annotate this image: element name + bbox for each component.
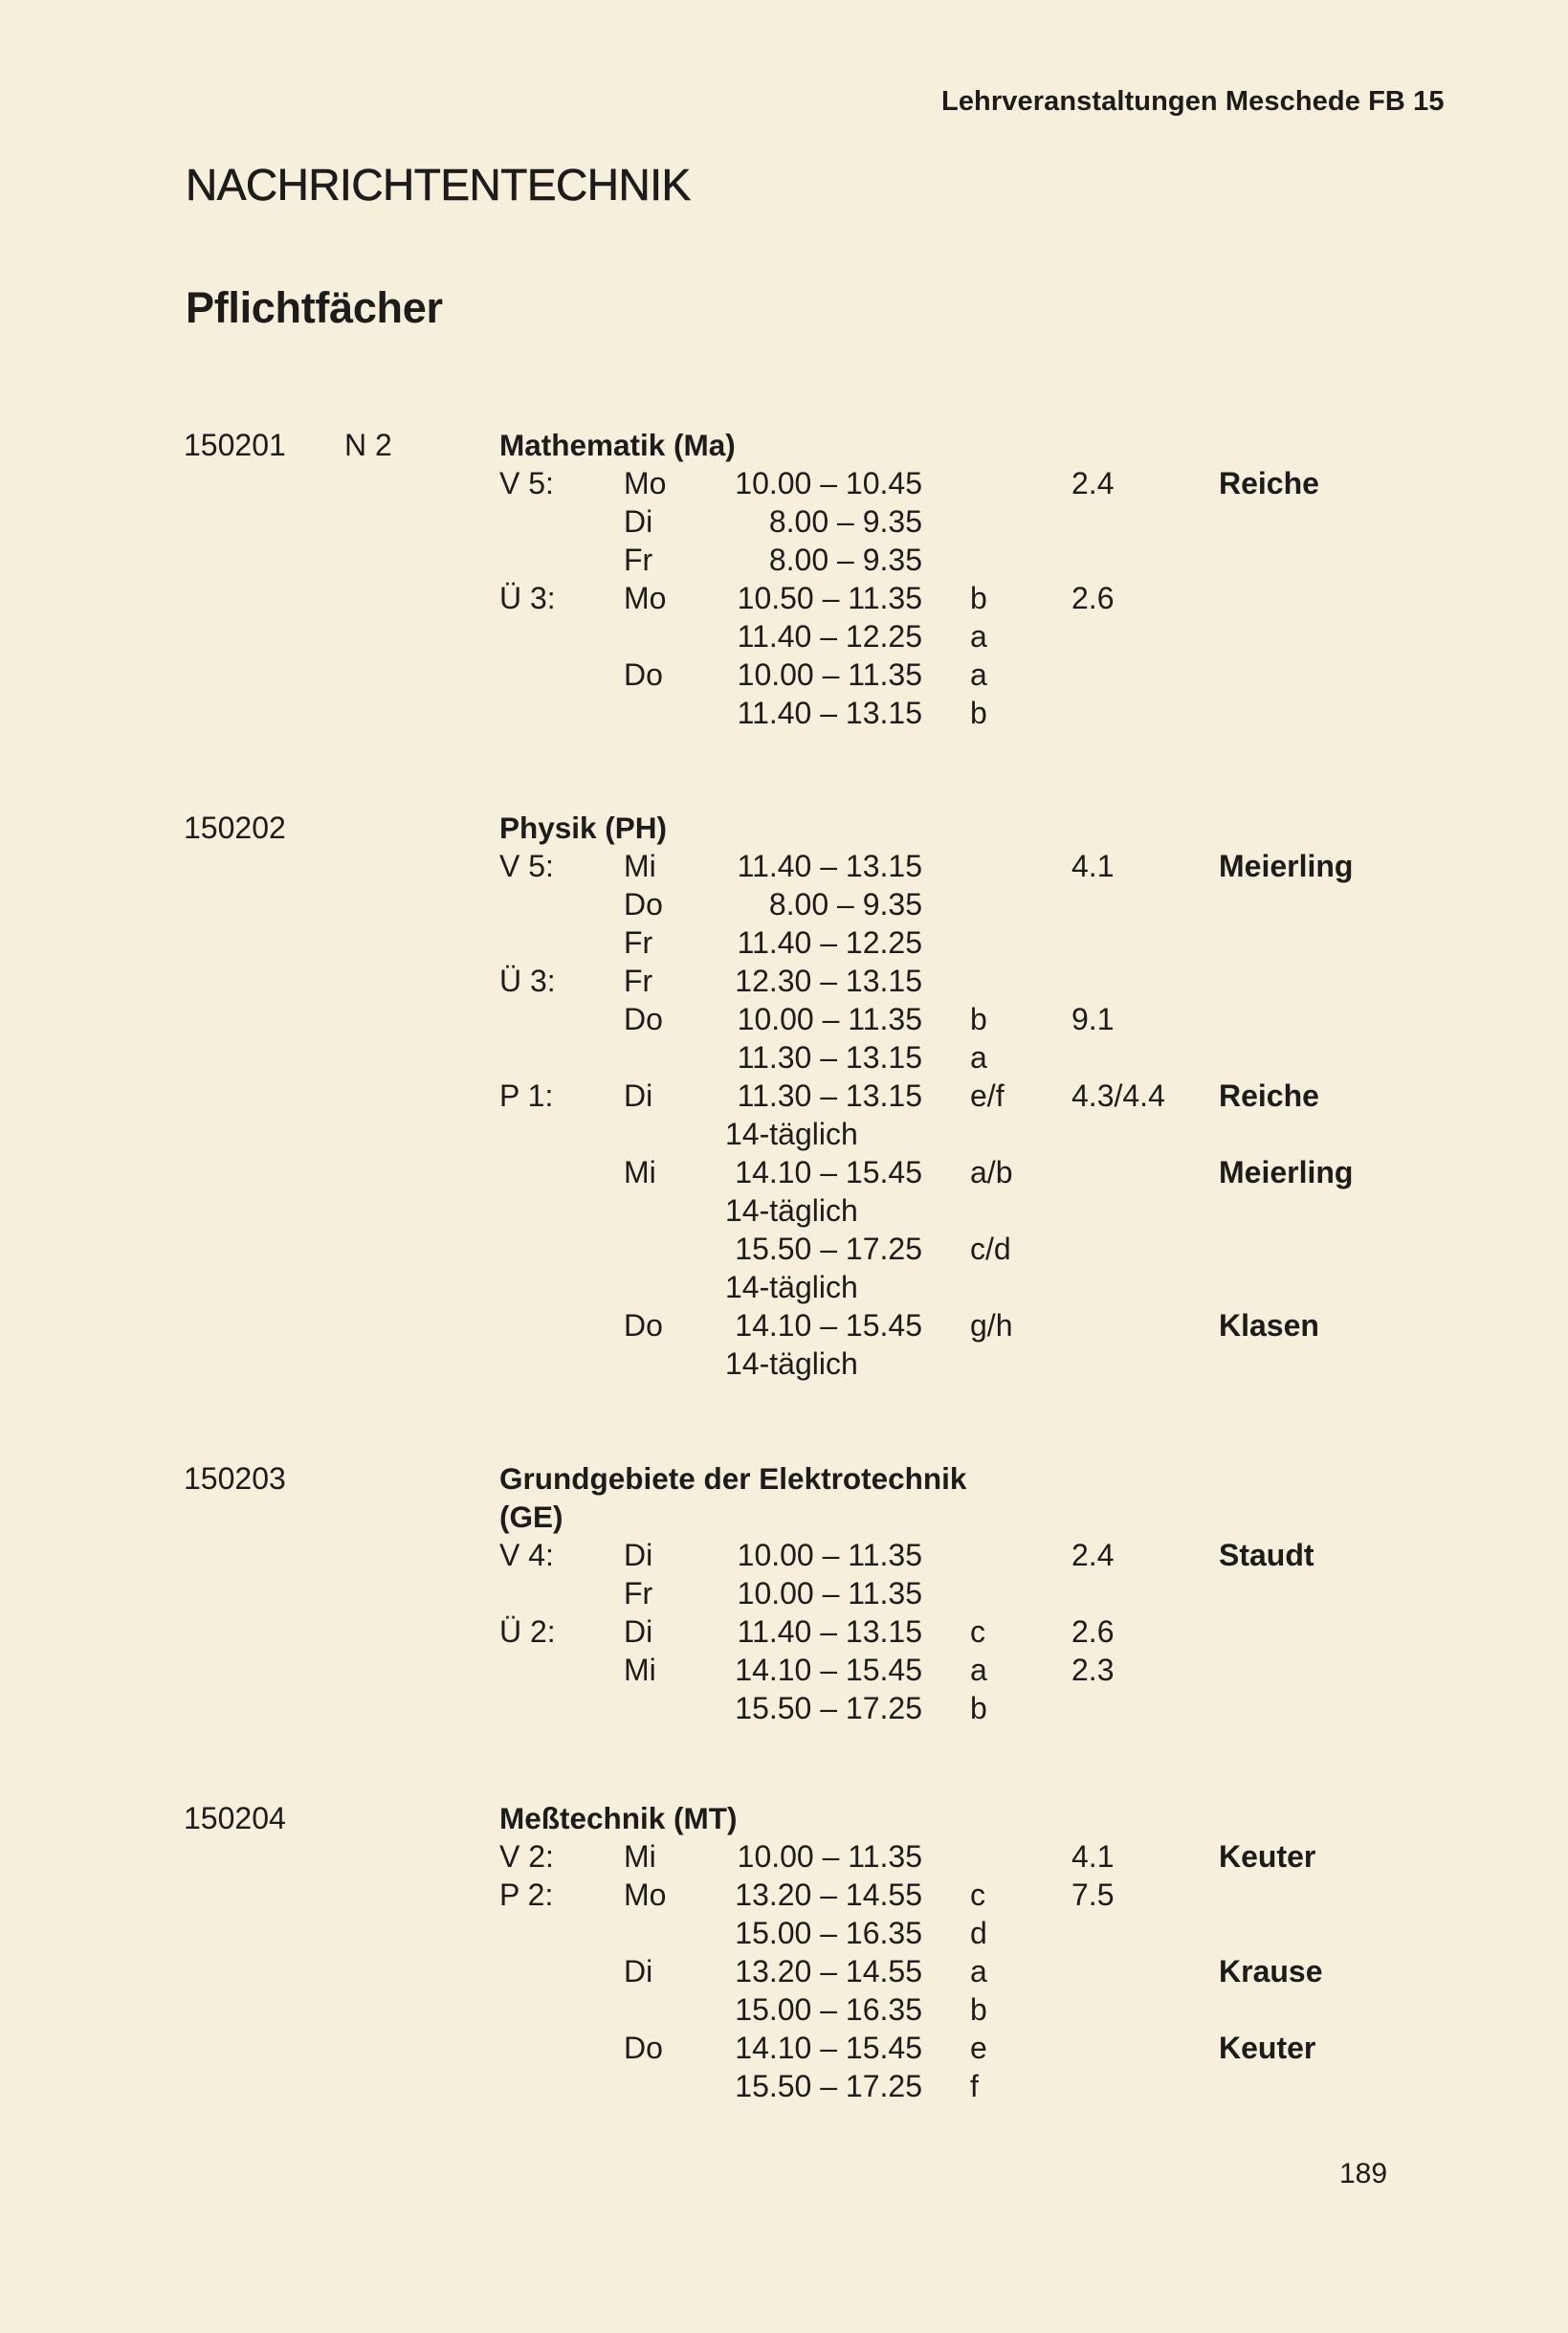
session-group: a	[970, 1653, 987, 1687]
session-time: 11.40 – 12.25	[737, 925, 922, 960]
session-day: Mo	[624, 581, 667, 615]
session-day: Do	[624, 887, 663, 922]
session-lecturer: Keuter	[1219, 2031, 1316, 2065]
session-room: 4.3/4.4	[1071, 1078, 1165, 1113]
session-group: b	[970, 1992, 987, 2027]
session-group: a	[970, 1954, 987, 1989]
page-title: NACHRICHTENTECHNIK	[186, 160, 691, 210]
session-group: c	[970, 1614, 985, 1649]
session-group: d	[970, 1916, 987, 1950]
session-time: 14.10 – 15.45	[735, 2031, 922, 2065]
session-day: Mi	[624, 849, 656, 883]
session-type: V 4:	[499, 1538, 554, 1572]
session-lecturer: Krause	[1219, 1954, 1323, 1989]
session-lecturer: Reiche	[1219, 1078, 1319, 1113]
session-day: Mo	[624, 1878, 667, 1912]
session-day: Mi	[624, 1155, 656, 1189]
session-group: e	[970, 2031, 987, 2065]
session-group: a	[970, 619, 987, 654]
section-title: Pflichtfächer	[186, 283, 443, 332]
session-time: 10.00 – 11.35	[737, 1839, 922, 1874]
session-room: 2.4	[1071, 1538, 1115, 1572]
session-note: 14-täglich	[725, 1270, 858, 1304]
session-type: Ü 3:	[499, 581, 556, 615]
session-group: f	[970, 2069, 979, 2103]
course-code: N 2	[344, 428, 392, 462]
course-number: 150202	[184, 811, 286, 845]
session-time: 13.20 – 14.55	[735, 1878, 922, 1912]
session-group: g/h	[970, 1308, 1013, 1343]
session-day: Di	[624, 1954, 653, 1989]
session-day: Di	[624, 1614, 653, 1649]
session-time: 15.00 – 16.35	[735, 1992, 922, 2027]
session-room: 2.4	[1071, 466, 1115, 500]
running-header: Lehrveranstaltungen Meschede FB 15	[941, 86, 1445, 117]
session-room: 2.6	[1071, 1614, 1115, 1649]
session-lecturer: Meierling	[1219, 1155, 1354, 1189]
session-time: 10.00 – 11.35	[737, 1576, 922, 1611]
session-room: 2.6	[1071, 581, 1115, 615]
course-title: Physik (PH)	[499, 811, 668, 845]
course-title: Meßtechnik (MT)	[499, 1801, 738, 1835]
session-day: Fr	[624, 1576, 653, 1611]
session-time: 8.00 – 9.35	[768, 887, 922, 922]
session-day: Do	[624, 2031, 663, 2065]
session-group: a	[970, 1040, 987, 1075]
course-title: (GE)	[499, 1500, 563, 1534]
session-type: V 5:	[499, 466, 554, 500]
session-time: 8.00 – 9.35	[768, 504, 922, 539]
session-day: Di	[624, 504, 653, 539]
session-time: 14.10 – 15.45	[735, 1653, 922, 1687]
session-day: Do	[624, 1002, 663, 1036]
session-group: c/d	[970, 1232, 1011, 1266]
session-time: 14.10 – 15.45	[735, 1308, 922, 1343]
page-number: 189	[1339, 2158, 1388, 2189]
course-title: Grundgebiete der Elektrotechnik	[499, 1461, 967, 1496]
session-room: 4.1	[1071, 849, 1115, 883]
session-day: Mo	[624, 466, 667, 500]
session-day: Di	[624, 1078, 653, 1113]
session-time: 13.20 – 14.55	[735, 1954, 922, 1989]
course-number: 150204	[184, 1801, 286, 1835]
course-title: Mathematik (Ma)	[499, 428, 736, 462]
session-time: 15.00 – 16.35	[735, 1916, 922, 1950]
session-type: Ü 2:	[499, 1614, 556, 1649]
session-time: 10.00 – 10.45	[735, 466, 922, 500]
session-time: 10.00 – 11.35	[737, 1538, 922, 1572]
session-time: 11.30 – 13.15	[737, 1078, 922, 1113]
session-time: 11.40 – 12.25	[737, 619, 922, 654]
session-time: 15.50 – 17.25	[735, 1232, 922, 1266]
session-time: 11.40 – 13.15	[737, 696, 922, 730]
session-group: a/b	[970, 1155, 1013, 1189]
session-day: Fr	[624, 925, 653, 960]
session-group: b	[970, 696, 987, 730]
session-group: e/f	[970, 1078, 1005, 1113]
session-time: 8.00 – 9.35	[768, 543, 922, 577]
session-time: 10.00 – 11.35	[737, 657, 922, 692]
session-note: 14-täglich	[725, 1117, 858, 1151]
session-time: 11.30 – 13.15	[737, 1040, 922, 1075]
course-number: 150201	[184, 428, 286, 462]
session-day: Do	[624, 1308, 663, 1343]
session-room: 2.3	[1071, 1653, 1115, 1687]
session-day: Mi	[624, 1839, 656, 1874]
course-number: 150203	[184, 1461, 286, 1496]
session-time: 15.50 – 17.25	[735, 1691, 922, 1725]
session-note: 14-täglich	[725, 1193, 858, 1228]
session-time: 11.40 – 13.15	[737, 1614, 922, 1649]
session-time: 10.50 – 11.35	[737, 581, 922, 615]
session-lecturer: Keuter	[1219, 1839, 1316, 1874]
session-room: 7.5	[1071, 1878, 1115, 1912]
session-day: Fr	[624, 964, 653, 998]
session-type: V 2:	[499, 1839, 554, 1874]
session-day: Mi	[624, 1653, 656, 1687]
session-group: a	[970, 657, 987, 692]
session-time: 10.00 – 11.35	[737, 1002, 922, 1036]
session-room: 9.1	[1071, 1002, 1115, 1036]
session-group: b	[970, 1002, 987, 1036]
session-lecturer: Meierling	[1219, 849, 1354, 883]
session-day: Do	[624, 657, 663, 692]
session-type: Ü 3:	[499, 964, 556, 998]
session-lecturer: Reiche	[1219, 466, 1319, 500]
session-lecturer: Klasen	[1219, 1308, 1319, 1343]
session-group: b	[970, 581, 987, 615]
session-type: P 1:	[499, 1078, 554, 1113]
session-day: Di	[624, 1538, 653, 1572]
session-time: 15.50 – 17.25	[735, 2069, 922, 2103]
session-group: c	[970, 1878, 985, 1912]
session-lecturer: Staudt	[1219, 1538, 1314, 1572]
session-type: P 2:	[499, 1878, 554, 1912]
session-group: b	[970, 1691, 987, 1725]
session-time: 11.40 – 13.15	[737, 849, 922, 883]
session-time: 14.10 – 15.45	[735, 1155, 922, 1189]
session-room: 4.1	[1071, 1839, 1115, 1874]
session-note: 14-täglich	[725, 1346, 858, 1381]
session-type: V 5:	[499, 849, 554, 883]
session-time: 12.30 – 13.15	[735, 964, 922, 998]
session-day: Fr	[624, 543, 653, 577]
